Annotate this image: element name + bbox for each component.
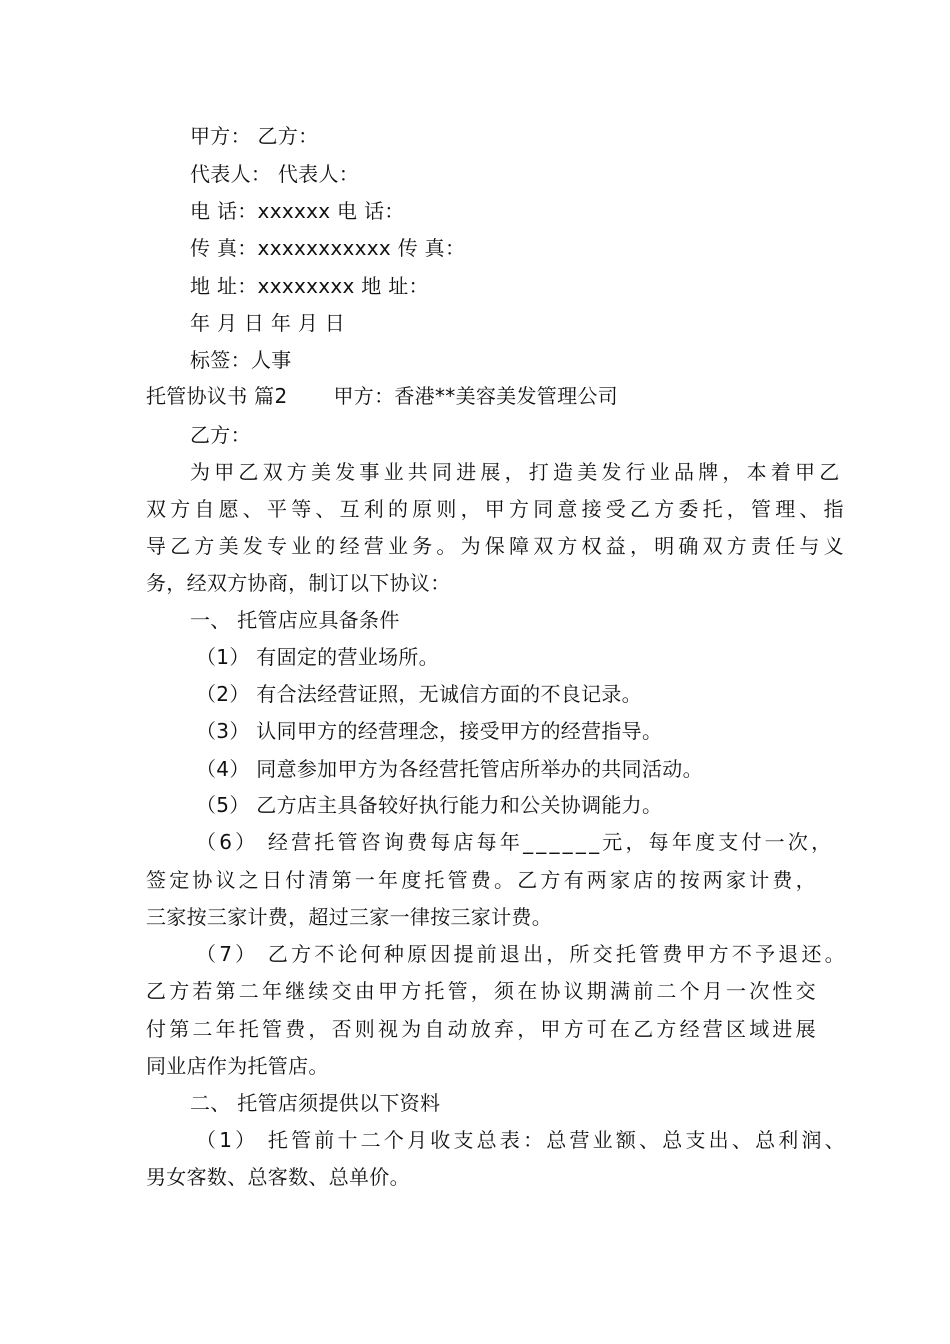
condition-item: （4） 同意参加甲方为各经营托管店所举办的共同活动。 <box>196 757 703 781</box>
intro-line-3: 导乙方美发专业的经营业务。为保障双方权益，明确双方责任与义 <box>146 534 848 558</box>
header-line-representatives: 代表人： 代表人： <box>190 162 360 186</box>
condition-item: （3） 认同甲方的经营理念，接受甲方的经营指导。 <box>196 719 663 743</box>
section2-title: 托管协议书 篇2 <box>146 384 288 408</box>
section2-party-a: 甲方：香港**美容美发管理公司 <box>333 384 618 408</box>
materials-1-line-1: （1） 托管前十二个月收支总表：总营业额、总支出、总利润、 <box>196 1128 848 1152</box>
heading-materials: 二、 托管店须提供以下资料 <box>190 1091 441 1115</box>
heading-conditions: 一、 托管店应具备条件 <box>190 608 400 632</box>
condition-7-line-3: 付第二年托管费，否则视为自动放弃，甲方可在乙方经营区域进展 <box>146 1017 819 1041</box>
condition-item: （5） 乙方店主具备较好执行能力和公关协调能力。 <box>196 793 663 817</box>
intro-line-1: 为甲乙双方美发事业共同进展，打造美发行业品牌，本着甲乙 <box>190 460 844 484</box>
condition-item: （1） 有固定的营业场所。 <box>196 645 439 669</box>
party-b-line: 乙方： <box>190 423 251 447</box>
condition-6-line-2: 签定协议之日付清第一年度托管费。乙方有两家店的按两家计费， <box>146 868 819 892</box>
condition-item: （2） 有合法经营证照，无诚信方面的不良记录。 <box>196 682 642 706</box>
section2-heading-row <box>146 382 618 410</box>
header-line-tags: 标签：人事 <box>190 348 292 372</box>
header-line-phone: 电 话：xxxxxx 电 话： <box>190 199 405 223</box>
header-line-parties: 甲方： 乙方： <box>190 124 319 148</box>
condition-7-line-1: （7） 乙方不论何种原因提前退出，所交托管费甲方不予退还。 <box>196 942 848 966</box>
header-line-fax: 传 真：xxxxxxxxxxx 传 真： <box>190 236 466 260</box>
condition-6-line-3: 三家按三家计费，超过三家一律按三家计费。 <box>146 905 552 929</box>
condition-7-line-4: 同业店作为托管店。 <box>146 1054 329 1078</box>
header-line-date: 年 月 日 年 月 日 <box>190 311 346 335</box>
intro-line-2: 双方自愿、平等、互利的原则，甲方同意接受乙方委托，管理、指 <box>146 497 848 521</box>
condition-6-line-1: （6） 经营托管咨询费每店每年______元，每年度支付一次， <box>196 830 835 854</box>
materials-1-line-2: 男女客数、总客数、总单价。 <box>146 1165 410 1189</box>
header-line-address: 地 址：xxxxxxxx 地 址： <box>190 274 429 298</box>
condition-7-line-2: 乙方若第二年继续交由甲方托管，须在协议期满前二个月一次性交 <box>146 979 819 1003</box>
intro-line-4: 务，经双方协商，制订以下协议： <box>146 571 451 595</box>
